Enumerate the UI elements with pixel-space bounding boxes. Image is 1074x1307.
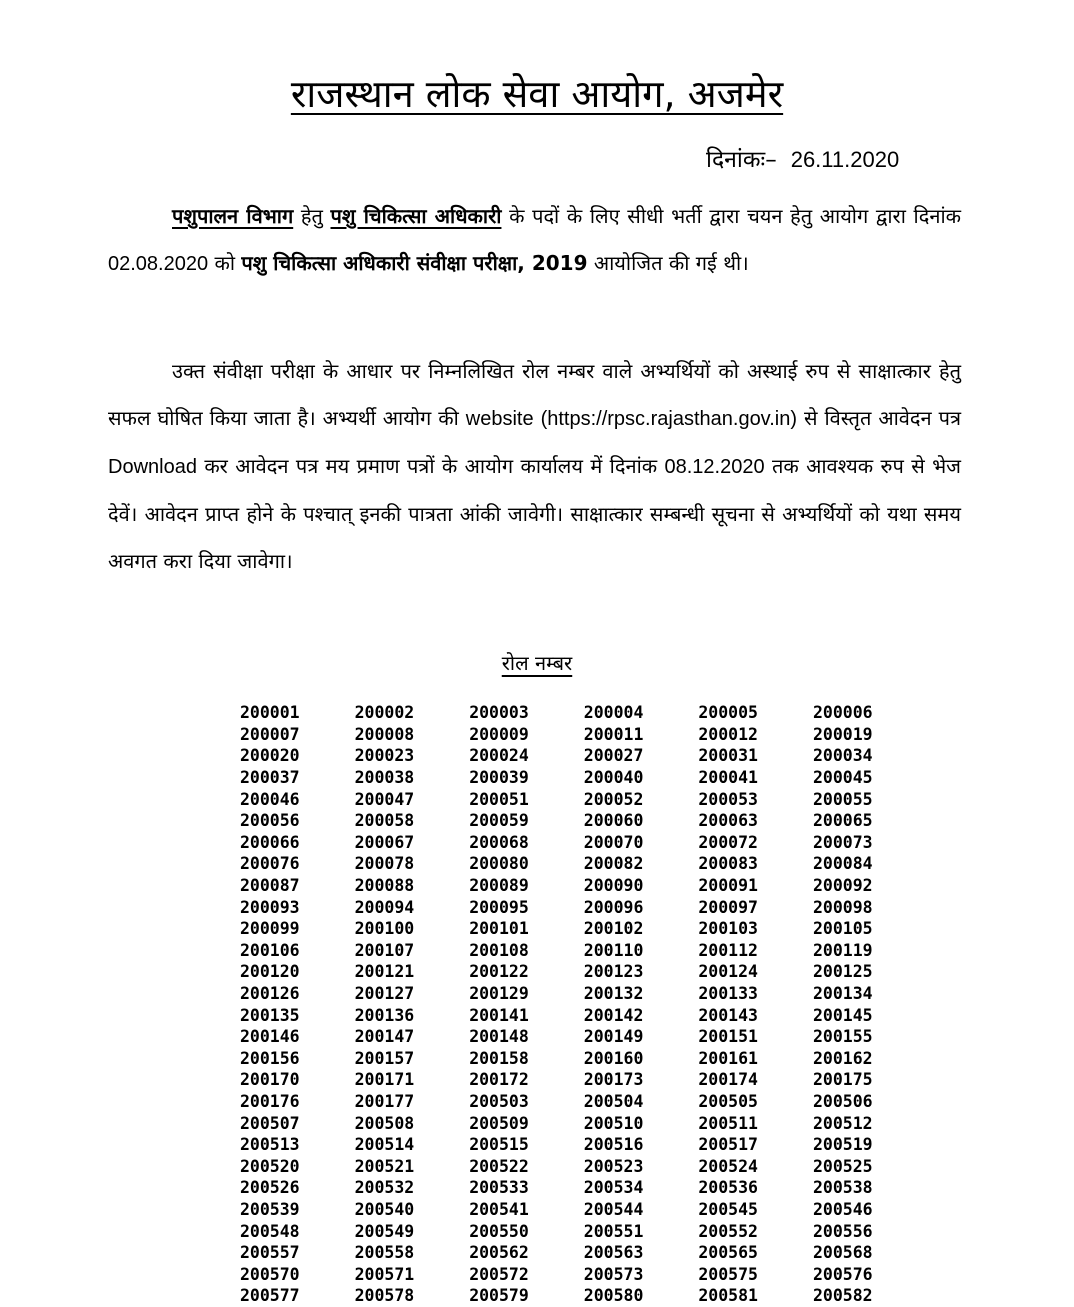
exam-date: 02.08.2020 <box>108 253 209 275</box>
roll-number-cell: 200565 <box>698 1243 758 1263</box>
table-row <box>240 961 928 983</box>
roll-number-cell: 200059 <box>469 811 529 831</box>
roll-number-cell: 200105 <box>812 919 873 939</box>
roll-number-cell: 200009 <box>469 724 529 744</box>
roll-number-cell: 200091 <box>698 876 758 896</box>
roll-number-cell: 200125 <box>812 962 873 982</box>
roll-number-cell: 200552 <box>698 1221 758 1241</box>
roll-number-cell: 200582 <box>812 1286 873 1306</box>
roll-number-cell: 200507 <box>240 1113 300 1133</box>
roll-number-cell: 200174 <box>698 1070 758 1090</box>
roll-number-cell: 200145 <box>812 1005 873 1025</box>
table-row <box>240 853 928 875</box>
roll-number-cell: 200027 <box>583 746 644 766</box>
roll-number-cell: 200550 <box>469 1221 529 1241</box>
roll-number-cell: 200524 <box>698 1156 758 1176</box>
notice-date <box>706 145 899 175</box>
table-row <box>240 832 928 854</box>
roll-number-cell: 200012 <box>698 724 758 744</box>
roll-number-cell: 200505 <box>698 1091 758 1111</box>
table-row <box>240 810 928 832</box>
roll-number-cell: 200045 <box>812 768 873 788</box>
roll-number-cell: 200533 <box>469 1178 529 1198</box>
roll-number-cell: 200093 <box>240 897 300 917</box>
table-row <box>240 918 928 940</box>
roll-number-cell: 200142 <box>583 1005 644 1025</box>
roll-number-cell: 200540 <box>354 1199 415 1219</box>
roll-number-cell: 200096 <box>583 897 644 917</box>
para2-text-2: से विस्तृत आवेदन पत्र <box>796 406 961 430</box>
roll-heading-text: रोल नम्बर <box>501 651 573 675</box>
date-value: 26.11.2020 <box>790 147 900 172</box>
roll-number-cell: 200089 <box>469 876 529 896</box>
roll-number-cell: 200076 <box>240 854 300 874</box>
roll-number-cell: 200019 <box>812 724 873 744</box>
table-row <box>240 1026 928 1048</box>
roll-number-cell: 200519 <box>812 1135 873 1155</box>
roll-number-cell: 200536 <box>698 1178 758 1198</box>
roll-number-cell: 200515 <box>469 1135 529 1155</box>
para1-text-1: हेतु <box>293 204 331 228</box>
roll-number-cell: 200155 <box>812 1027 873 1047</box>
roll-number-cell: 200513 <box>240 1135 300 1155</box>
roll-number-cell: 200047 <box>354 789 415 809</box>
roll-number-cell: 200041 <box>698 768 758 788</box>
roll-number-cell: 200506 <box>812 1091 873 1111</box>
roll-number-cell: 200576 <box>812 1264 873 1284</box>
roll-number-cell: 200521 <box>354 1156 415 1176</box>
roll-number-cell: 200060 <box>583 811 644 831</box>
roll-number-cell: 200151 <box>698 1027 758 1047</box>
roll-number-cell: 200177 <box>354 1091 415 1111</box>
roll-number-cell: 200523 <box>583 1156 644 1176</box>
roll-number-cell: 200052 <box>583 789 644 809</box>
roll-number-cell: 200544 <box>583 1199 644 1219</box>
roll-number-cell: 200578 <box>354 1286 415 1306</box>
roll-number-cell: 200119 <box>812 940 873 960</box>
roll-number-cell: 200143 <box>698 1005 758 1025</box>
roll-number-cell: 200055 <box>812 789 873 809</box>
roll-number-cell: 200003 <box>469 703 529 723</box>
roll-number-cell: 200570 <box>240 1264 300 1284</box>
roll-number-cell: 200568 <box>812 1243 873 1263</box>
roll-number-cell: 200173 <box>583 1070 644 1090</box>
roll-number-cell: 200067 <box>354 832 415 852</box>
roll-number-cell: 200020 <box>240 746 300 766</box>
roll-number-cell: 200065 <box>812 811 873 831</box>
roll-number-cell: 200122 <box>469 962 529 982</box>
table-row <box>240 767 928 789</box>
roll-number-cell: 200110 <box>583 940 644 960</box>
table-row <box>240 1004 928 1026</box>
roll-number-cell: 200512 <box>812 1113 873 1133</box>
roll-number-cell: 200511 <box>698 1113 758 1133</box>
roll-number-cell: 200127 <box>354 984 415 1004</box>
roll-number-cell: 200011 <box>583 724 644 744</box>
intro-paragraph <box>108 193 961 288</box>
roll-number-cell: 200581 <box>698 1286 758 1306</box>
roll-number-cell: 200575 <box>698 1264 758 1284</box>
table-row <box>240 983 928 1005</box>
roll-number-cell: 200134 <box>812 984 873 1004</box>
para1-text-2: के पदों के लिए सीधी भर्ती द्वारा चयन हेतु आयोग द्वारा दिनांक <box>501 204 961 228</box>
roll-number-cell: 200520 <box>240 1156 300 1176</box>
roll-number-cell: 200124 <box>698 962 758 982</box>
roll-number-cell: 200129 <box>469 984 529 1004</box>
para2-text-3: कर आवेदन पत्र मय प्रमाण पत्रों के आयोग कार्यालय में दिनांक <box>196 454 665 478</box>
roll-number-cell: 200541 <box>469 1199 529 1219</box>
roll-number-cell: 200522 <box>469 1156 529 1176</box>
roll-number-cell: 200053 <box>698 789 758 809</box>
roll-number-cell: 200051 <box>469 789 529 809</box>
table-row <box>240 1091 928 1113</box>
roll-number-cell: 200538 <box>812 1178 873 1198</box>
roll-number-cell: 200099 <box>240 919 300 939</box>
roll-number-cell: 200514 <box>354 1135 415 1155</box>
table-row <box>240 1048 928 1070</box>
roll-number-cell: 200070 <box>583 832 644 852</box>
roll-number-cell: 200039 <box>469 768 529 788</box>
roll-number-cell: 200005 <box>698 703 758 723</box>
roll-number-cell: 200024 <box>469 746 529 766</box>
roll-number-cell: 200516 <box>583 1135 644 1155</box>
table-row <box>240 702 928 724</box>
roll-number-cell: 200580 <box>583 1286 644 1306</box>
roll-number-cell: 200546 <box>812 1199 873 1219</box>
table-row <box>240 788 928 810</box>
table-row <box>240 896 928 918</box>
roll-number-cell: 200572 <box>469 1264 529 1284</box>
roll-number-cell: 200098 <box>812 897 873 917</box>
roll-number-cell: 200172 <box>469 1070 529 1090</box>
roll-number-cell: 200088 <box>354 876 415 896</box>
roll-number-cell: 200100 <box>354 919 415 939</box>
roll-number-cell: 200078 <box>354 854 415 874</box>
table-row <box>240 724 928 746</box>
roll-number-cell: 200539 <box>240 1199 300 1219</box>
roll-number-cell: 200141 <box>469 1005 529 1025</box>
roll-number-cell: 200066 <box>240 832 300 852</box>
last-date: 08.12.2020 <box>664 456 765 478</box>
para2-text-1: उक्त संवीक्षा परीक्षा के आधार पर निम्नलिखित रोल नम्बर वाले अभ्यर्थियों को अस्थाई रुप से साक्षात्कार हेतु सफल घोषित किया जाता है। अभ्यर्थी आयोग की <box>108 359 961 430</box>
roll-number-cell: 200072 <box>698 832 758 852</box>
roll-number-cell: 200001 <box>240 703 300 723</box>
commission-name: राजस्थान लोक सेवा आयोग, अजमेर <box>290 72 784 116</box>
roll-number-cell: 200133 <box>698 984 758 1004</box>
roll-number-cell: 200087 <box>240 876 300 896</box>
roll-number-cell: 200136 <box>354 1005 415 1025</box>
roll-number-cell: 200073 <box>812 832 873 852</box>
roll-number-cell: 200510 <box>583 1113 644 1133</box>
table-row <box>240 1112 928 1134</box>
roll-number-cell: 200037 <box>240 768 300 788</box>
roll-number-cell: 200103 <box>698 919 758 939</box>
exam-name: पशु चिकित्सा अधिकारी संवीक्षा परीक्षा, 2019 <box>241 251 588 275</box>
roll-number-cell: 200102 <box>583 919 644 939</box>
roll-number-cell: 200108 <box>469 940 529 960</box>
table-row <box>240 1220 928 1242</box>
website-word: website <box>465 408 534 430</box>
table-row <box>240 1177 928 1199</box>
roll-number-cell: 200031 <box>698 746 758 766</box>
table-row <box>240 1263 928 1285</box>
roll-number-cell: 200092 <box>812 876 873 896</box>
roll-number-heading <box>0 648 1074 678</box>
roll-number-cell: 200509 <box>469 1113 529 1133</box>
table-row <box>240 875 928 897</box>
table-row <box>240 1285 928 1307</box>
roll-number-cell: 200040 <box>583 768 644 788</box>
roll-number-cell: 200517 <box>698 1135 758 1155</box>
roll-number-cell: 200034 <box>812 746 873 766</box>
roll-number-cell: 200571 <box>354 1264 415 1284</box>
roll-number-cell: 200158 <box>469 1048 529 1068</box>
roll-number-cell: 200573 <box>583 1264 644 1284</box>
roll-number-cell: 200579 <box>469 1286 529 1306</box>
roll-number-cell: 200556 <box>812 1221 873 1241</box>
department-name: पशुपालन विभाग <box>172 204 294 228</box>
roll-number-cell: 200147 <box>354 1027 415 1047</box>
roll-number-cell: 200148 <box>469 1027 529 1047</box>
download-word: Download <box>108 456 197 478</box>
roll-number-table <box>240 702 928 1307</box>
roll-number-cell: 200090 <box>583 876 644 896</box>
table-row <box>240 745 928 767</box>
roll-number-cell: 200095 <box>469 897 529 917</box>
roll-number-cell: 200149 <box>583 1027 644 1047</box>
roll-number-cell: 200120 <box>240 962 300 982</box>
roll-number-cell: 200068 <box>469 832 529 852</box>
roll-number-cell: 200004 <box>583 703 644 723</box>
roll-number-cell: 200504 <box>583 1091 644 1111</box>
roll-number-cell: 200038 <box>354 768 415 788</box>
roll-number-cell: 200107 <box>354 940 415 960</box>
table-row <box>240 940 928 962</box>
table-row <box>240 1134 928 1156</box>
roll-number-cell: 200112 <box>698 940 758 960</box>
post-name: पशु चिकित्सा अधिकारी <box>330 204 502 228</box>
roll-number-cell: 200080 <box>469 854 529 874</box>
page-title <box>0 70 1074 118</box>
roll-number-cell: 200046 <box>240 789 300 809</box>
roll-number-cell: 200563 <box>583 1243 644 1263</box>
roll-number-cell: 200123 <box>583 962 644 982</box>
roll-number-cell: 200101 <box>469 919 529 939</box>
roll-number-cell: 200056 <box>240 811 300 831</box>
roll-number-cell: 200526 <box>240 1178 300 1198</box>
date-label: दिनांकः– <box>706 147 777 173</box>
roll-number-cell: 200508 <box>354 1113 415 1133</box>
roll-number-cell: 200549 <box>354 1221 415 1241</box>
roll-number-cell: 200156 <box>240 1048 300 1068</box>
roll-number-cell: 200063 <box>698 811 758 831</box>
roll-number-cell: 200146 <box>240 1027 300 1047</box>
roll-number-cell: 200558 <box>354 1243 415 1263</box>
roll-number-cell: 200083 <box>698 854 758 874</box>
roll-number-cell: 200132 <box>583 984 644 1004</box>
roll-number-cell: 200121 <box>354 962 415 982</box>
roll-number-cell: 200175 <box>812 1070 873 1090</box>
roll-number-cell: 200545 <box>698 1199 758 1219</box>
roll-number-cell: 200525 <box>812 1156 873 1176</box>
roll-number-cell: 200097 <box>698 897 758 917</box>
roll-number-cell: 200094 <box>354 897 415 917</box>
table-row <box>240 1242 928 1264</box>
para1-text-3: को <box>208 251 242 275</box>
roll-number-cell: 200006 <box>812 703 873 723</box>
roll-number-cell: 200557 <box>240 1243 300 1263</box>
roll-number-cell: 200162 <box>812 1048 873 1068</box>
website-url[interactable]: (https://rpsc.rajasthan.gov.in) <box>540 408 797 430</box>
roll-number-cell: 200170 <box>240 1070 300 1090</box>
roll-number-cell: 200126 <box>240 984 300 1004</box>
roll-number-cell: 200534 <box>583 1178 644 1198</box>
roll-number-cell: 200548 <box>240 1221 300 1241</box>
roll-number-cell: 200082 <box>583 854 644 874</box>
roll-number-cell: 200157 <box>354 1048 415 1068</box>
table-row <box>240 1069 928 1091</box>
roll-number-cell: 200551 <box>583 1221 644 1241</box>
para2-text-4: तक आवश्यक रुप से भेज देवें। आवेदन प्राप्त होने के पश्चात् इनकी पात्रता आंकी जावेगी। साक्षात्कार सम्बन्धी सूचना से अभ्यर्थियों को यथा समय अवगत करा दिया जावेगा। <box>108 454 961 573</box>
table-row <box>240 1199 928 1221</box>
roll-number-cell: 200002 <box>354 703 415 723</box>
roll-number-cell: 200008 <box>354 724 415 744</box>
roll-number-cell: 200171 <box>354 1070 415 1090</box>
roll-number-cell: 200084 <box>812 854 873 874</box>
roll-number-cell: 200023 <box>354 746 415 766</box>
roll-number-cell: 200176 <box>240 1091 300 1111</box>
roll-number-cell: 200160 <box>583 1048 644 1068</box>
roll-number-cell: 200577 <box>240 1286 300 1306</box>
result-paragraph <box>108 348 961 585</box>
roll-number-cell: 200161 <box>698 1048 758 1068</box>
roll-number-cell: 200106 <box>240 940 300 960</box>
para1-text-4: आयोजित की गई थी। <box>587 251 749 275</box>
roll-number-cell: 200562 <box>469 1243 529 1263</box>
roll-number-cell: 200058 <box>354 811 415 831</box>
roll-number-cell: 200135 <box>240 1005 300 1025</box>
roll-number-cell: 200007 <box>240 724 300 744</box>
roll-number-cell: 200503 <box>469 1091 529 1111</box>
roll-number-cell: 200532 <box>354 1178 415 1198</box>
table-row <box>240 1155 928 1177</box>
